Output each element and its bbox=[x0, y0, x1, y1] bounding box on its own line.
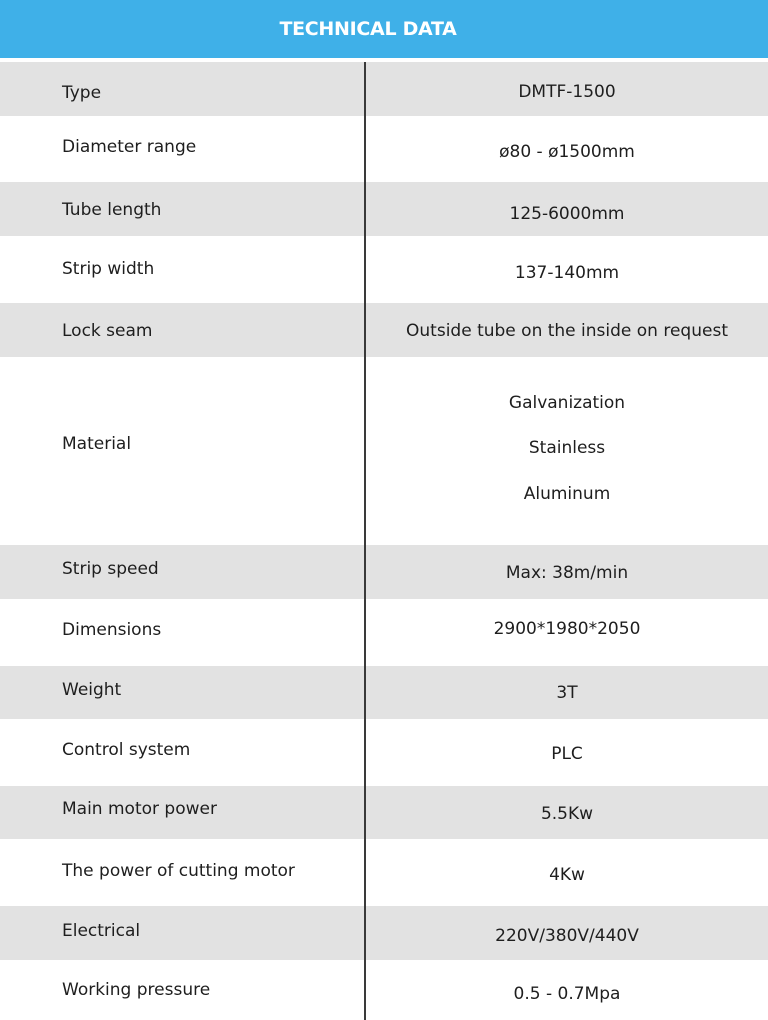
header-title: TECHNICAL DATA bbox=[279, 18, 457, 40]
row-label: Electrical bbox=[62, 921, 141, 941]
row-value: 125-6000mm bbox=[509, 204, 625, 224]
column-divider bbox=[364, 62, 366, 1020]
table-row-control-system bbox=[0, 719, 768, 786]
table-row-weight bbox=[0, 666, 768, 719]
row-value: 5.5Kw bbox=[540, 804, 594, 824]
row-label: Tube length bbox=[62, 200, 162, 220]
row-label: Strip width bbox=[62, 259, 155, 279]
row-value: 220V/380V/440V bbox=[495, 926, 639, 946]
table-row-main-motor-power bbox=[0, 786, 768, 839]
row-label: Working pressure bbox=[62, 980, 211, 1000]
row-value: ø80 - ø1500mm bbox=[499, 142, 635, 162]
row-label: Strip speed bbox=[62, 559, 159, 579]
row-label: Diameter range bbox=[62, 137, 197, 157]
row-value: 4Kw bbox=[549, 865, 585, 885]
technical-data-header bbox=[0, 0, 768, 58]
technical-data-table bbox=[0, 58, 768, 1020]
material-value: Stainless bbox=[528, 438, 606, 458]
table-row-dimensions bbox=[0, 599, 768, 666]
row-value: Max: 38m/min bbox=[505, 563, 629, 583]
row-value: PLC bbox=[551, 744, 583, 764]
table-row-material bbox=[0, 357, 768, 545]
material-value: Galvanization bbox=[508, 393, 626, 413]
row-value: 137-140mm bbox=[514, 263, 620, 283]
material-value: Aluminum bbox=[523, 484, 611, 504]
row-label: Control system bbox=[62, 740, 191, 760]
table-row-working-pressure bbox=[0, 960, 768, 1020]
table-row-cutting-motor-power bbox=[0, 839, 768, 906]
table-row-strip-width bbox=[0, 236, 768, 303]
row-label: Lock seam bbox=[62, 321, 153, 341]
row-label: Weight bbox=[62, 680, 122, 700]
table-row-type bbox=[0, 62, 768, 116]
row-label: Dimensions bbox=[62, 620, 162, 640]
row-value: DMTF-1500 bbox=[518, 82, 616, 102]
table-row-lock-seam bbox=[0, 303, 768, 357]
table-row-electrical bbox=[0, 906, 768, 960]
row-value: 2900*1980*2050 bbox=[493, 619, 641, 639]
row-value: 0.5 - 0.7Mpa bbox=[513, 984, 621, 1004]
table-row-diameter-range bbox=[0, 116, 768, 182]
row-label: Material bbox=[62, 434, 132, 454]
row-value: 3T bbox=[556, 683, 578, 703]
row-label: Main motor power bbox=[62, 799, 217, 819]
table-row-strip-speed bbox=[0, 545, 768, 599]
row-value: Outside tube on the inside on request bbox=[406, 321, 728, 341]
material-values bbox=[366, 357, 768, 545]
row-label: The power of cutting motor bbox=[62, 861, 295, 881]
table-row-tube-length bbox=[0, 182, 768, 236]
row-label: Type bbox=[62, 83, 102, 103]
